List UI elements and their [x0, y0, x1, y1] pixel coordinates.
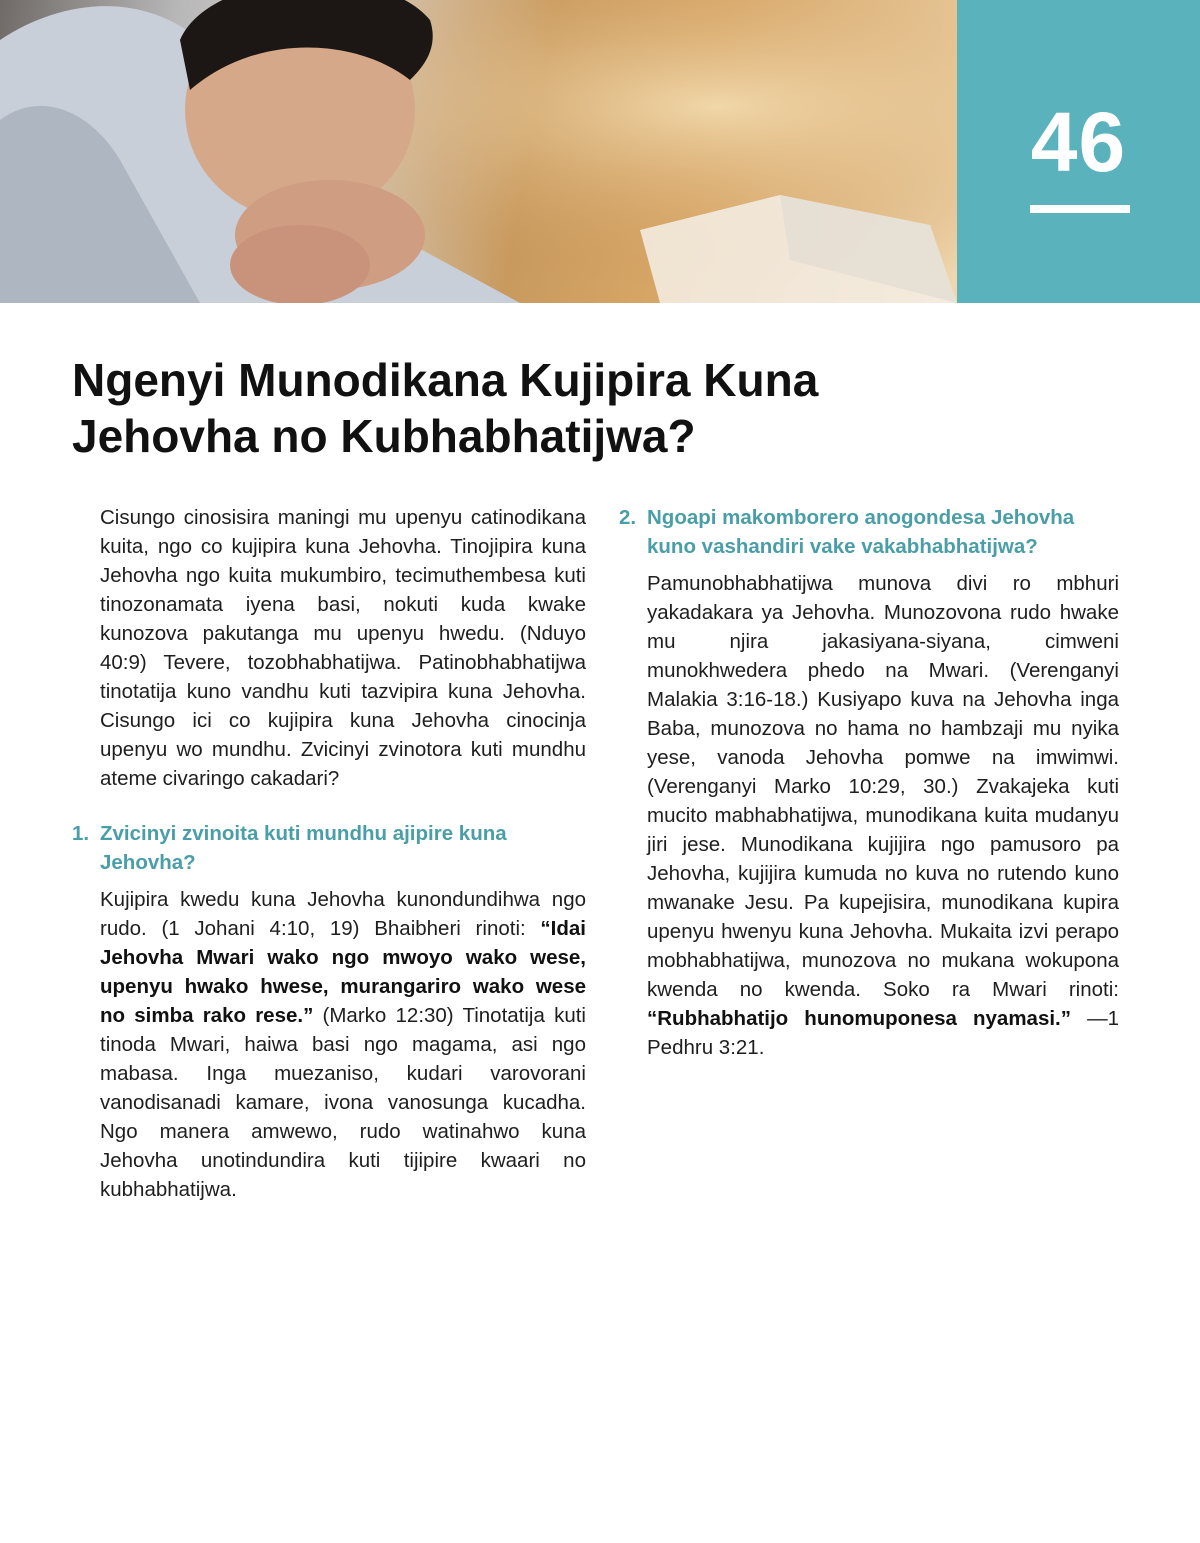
question-2-number: 2.	[619, 506, 637, 529]
page-title	[72, 352, 972, 464]
question-1-number: 1.	[72, 822, 90, 845]
answer-2-text-after: —1 Pedhru 3:21.	[647, 1007, 1119, 1059]
answer-1-text-after: (Marko 12:30) Tinotatija kuti tinoda Mwari, haiwa basi ngo magama, asi ngo mabasa. Inga muezaniso, kudari varovorani vanodisanadi kamare, ivona vanosunga kucadha. Ngo manera amwewo, rudo watinahwo kuna Jehovha unotindundira kuti tijipire kwaari no kubhabhatijwa.	[100, 1004, 586, 1201]
answer-1-paragraph	[100, 885, 586, 1204]
title-line-2: Jehovha no Kubhabhatijwa?	[72, 410, 696, 462]
question-1-text: Zvicinyi zvinoita kuti mundhu ajipire kuna Jehovha?	[100, 822, 507, 874]
lesson-number-box	[957, 0, 1200, 303]
lesson-number-underline	[1030, 205, 1130, 213]
left-column	[72, 503, 586, 1204]
answer-1-text-before: Kujipira kwedu kuna Jehovha kunondundihwa ngo rudo. (1 Johani 4:10, 19) Bhaibheri rinoti:	[100, 888, 586, 940]
intro-paragraph: Cisungo cinosisira maningi mu upenyu catinodikana kuita, ngo co kujipira kuna Jehovha. Tinojipira kuna Jehovha ngo kuita mukumbiro, tecimuthembesa kuti tinozonamata iyena basi, nokuti kuda kwake kunozova pakutanga mu upenyu hwedu. (Nduyo 40:9) Tevere, tozobhabhatijwa. Patinobhabhatijwa tinotatija kuno vandhu kuti tazvipira kuna Jehovha. Cisungo ici co kujipira kuna Jehovha cinocinja upenyu wo mundhu. Zvicinyi zvinotora kuti mundhu ateme civaringo cakadari?	[100, 506, 586, 790]
answer-1-quote: “Idai Jehovha Mwari wako ngo mwoyo wako wese, upenyu hwako hwese, murangariro wako wese no simba rako rese.”	[100, 917, 586, 1027]
question-2-text: Ngoapi makomborero anogondesa Jehovha kuno vashandiri vake vakabhabhatijwa?	[647, 506, 1075, 558]
question-1	[72, 819, 586, 877]
question-2	[619, 503, 1119, 561]
title-line-1: Ngenyi Munodikana Kujipira Kuna	[72, 354, 819, 406]
hero-photo	[0, 0, 957, 303]
praying-man-illustration	[0, 0, 957, 303]
lesson-number: 46	[1030, 95, 1127, 189]
answer-2-quote: “Rubhabhatijo hunomuponesa nyamasi.”	[647, 1007, 1071, 1030]
right-column	[619, 503, 1119, 1062]
answer-2-text-before: Pamunobhabhatijwa munova divi ro mbhuri yakadakara ya Jehovha. Munozovona rudo hwake mu njira jakasiyana-siyana, cimweni munokhwedera phedo na Mwari. (Verenganyi Malakia 3:16-18.) Kusiyapo kuva na Jehovha inga Baba, munozova no hama no hambzaji mu nyika yese, vanoda Jehovha pomwe na imwimwi. (Verenganyi Marko 10:29, 30.) Zvakajeka kuti mucito mabhabhatijwa, munodikana kuita mudanyu jiri jese. Munodikana kujijira ngo pamusoro pa Jehovha, kujijira kumuda no kuva no rutendo kuno mwanake Jesu. Pa kupejisira, munodikana kupira upenyu hwenyu kuna Jehovha. Mukaita izvi perapo mobhabhatijwa, munozova no mukana wokupona kwenda no kwenda. Soko ra Mwari rinoti:	[647, 572, 1119, 1001]
answer-2-paragraph	[647, 569, 1119, 1062]
